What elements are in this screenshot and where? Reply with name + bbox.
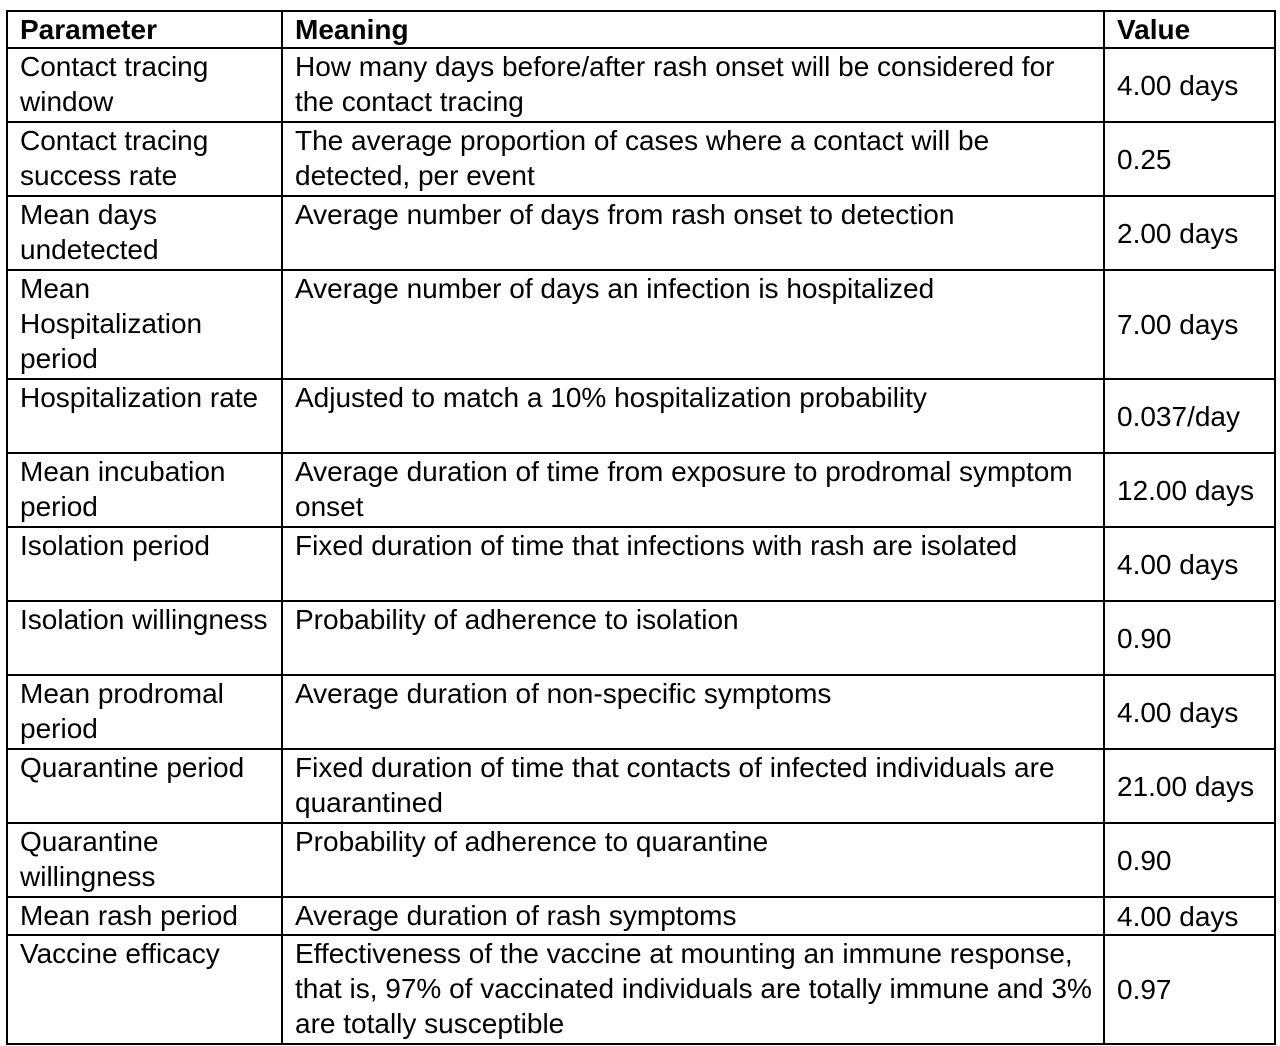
parameter-cell: Mean rash period — [7, 897, 282, 935]
value-cell: 21.00 days — [1104, 749, 1275, 823]
meaning-cell: Average duration of non-specific symptoms — [282, 675, 1104, 749]
table-row — [7, 453, 1275, 527]
header-value: Value — [1104, 11, 1275, 48]
value-cell: 12.00 days — [1104, 453, 1275, 527]
meaning-cell: Effectiveness of the vaccine at mounting an immune response, that is, 97% of vaccinated individuals are totally immune and 3% are totally susceptible — [282, 935, 1104, 1044]
value-cell: 4.00 days — [1104, 527, 1275, 601]
table-row — [7, 270, 1275, 379]
value-cell: 4.00 days — [1104, 897, 1275, 935]
table-row — [7, 897, 1275, 935]
header-meaning: Meaning — [282, 11, 1104, 48]
meaning-cell: How many days before/after rash onset will be considered for the contact tracing — [282, 48, 1104, 122]
table-row — [7, 601, 1275, 675]
value-cell: 7.00 days — [1104, 270, 1275, 379]
meaning-cell: Average duration of time from exposure to prodromal symptom onset — [282, 453, 1104, 527]
value-cell: 0.97 — [1104, 935, 1275, 1044]
meaning-cell: Average number of days from rash onset to detection — [282, 196, 1104, 270]
parameter-cell: Hospitalization rate — [7, 379, 282, 453]
table-header-row — [7, 11, 1275, 48]
value-cell: 4.00 days — [1104, 675, 1275, 749]
header-parameter: Parameter — [7, 11, 282, 48]
parameter-cell: Vaccine efficacy — [7, 935, 282, 1044]
meaning-cell: Fixed duration of time that infections with rash are isolated — [282, 527, 1104, 601]
value-cell: 0.90 — [1104, 601, 1275, 675]
table-body — [7, 48, 1275, 1044]
parameter-cell: Mean prodromal period — [7, 675, 282, 749]
table-row — [7, 935, 1275, 1044]
table-row — [7, 527, 1275, 601]
parameter-cell: Mean days undetected — [7, 196, 282, 270]
table-row — [7, 122, 1275, 196]
parameter-cell: Quarantine period — [7, 749, 282, 823]
meaning-cell: Probability of adherence to quarantine — [282, 823, 1104, 897]
table-row — [7, 749, 1275, 823]
parameter-cell: Isolation period — [7, 527, 282, 601]
table-row — [7, 48, 1275, 122]
parameter-cell: Contact tracing success rate — [7, 122, 282, 196]
parameter-cell: Isolation willingness — [7, 601, 282, 675]
value-cell: 2.00 days — [1104, 196, 1275, 270]
table-row — [7, 675, 1275, 749]
table-row — [7, 379, 1275, 453]
meaning-cell: Average number of days an infection is hospitalized — [282, 270, 1104, 379]
meaning-cell: Probability of adherence to isolation — [282, 601, 1104, 675]
value-cell: 0.037/day — [1104, 379, 1275, 453]
parameter-cell: Mean Hospitalization period — [7, 270, 282, 379]
meaning-cell: Adjusted to match a 10% hospitalization probability — [282, 379, 1104, 453]
value-cell: 0.25 — [1104, 122, 1275, 196]
value-cell: 0.90 — [1104, 823, 1275, 897]
value-cell: 4.00 days — [1104, 48, 1275, 122]
table-row — [7, 196, 1275, 270]
meaning-cell: Fixed duration of time that contacts of infected individuals are quarantined — [282, 749, 1104, 823]
parameter-cell: Quarantine willingness — [7, 823, 282, 897]
meaning-cell: The average proportion of cases where a contact will be detected, per event — [282, 122, 1104, 196]
parameter-cell: Contact tracing window — [7, 48, 282, 122]
parameter-cell: Mean incubation period — [7, 453, 282, 527]
meaning-cell: Average duration of rash symptoms — [282, 897, 1104, 935]
table-row — [7, 823, 1275, 897]
parameters-table — [6, 10, 1276, 1045]
